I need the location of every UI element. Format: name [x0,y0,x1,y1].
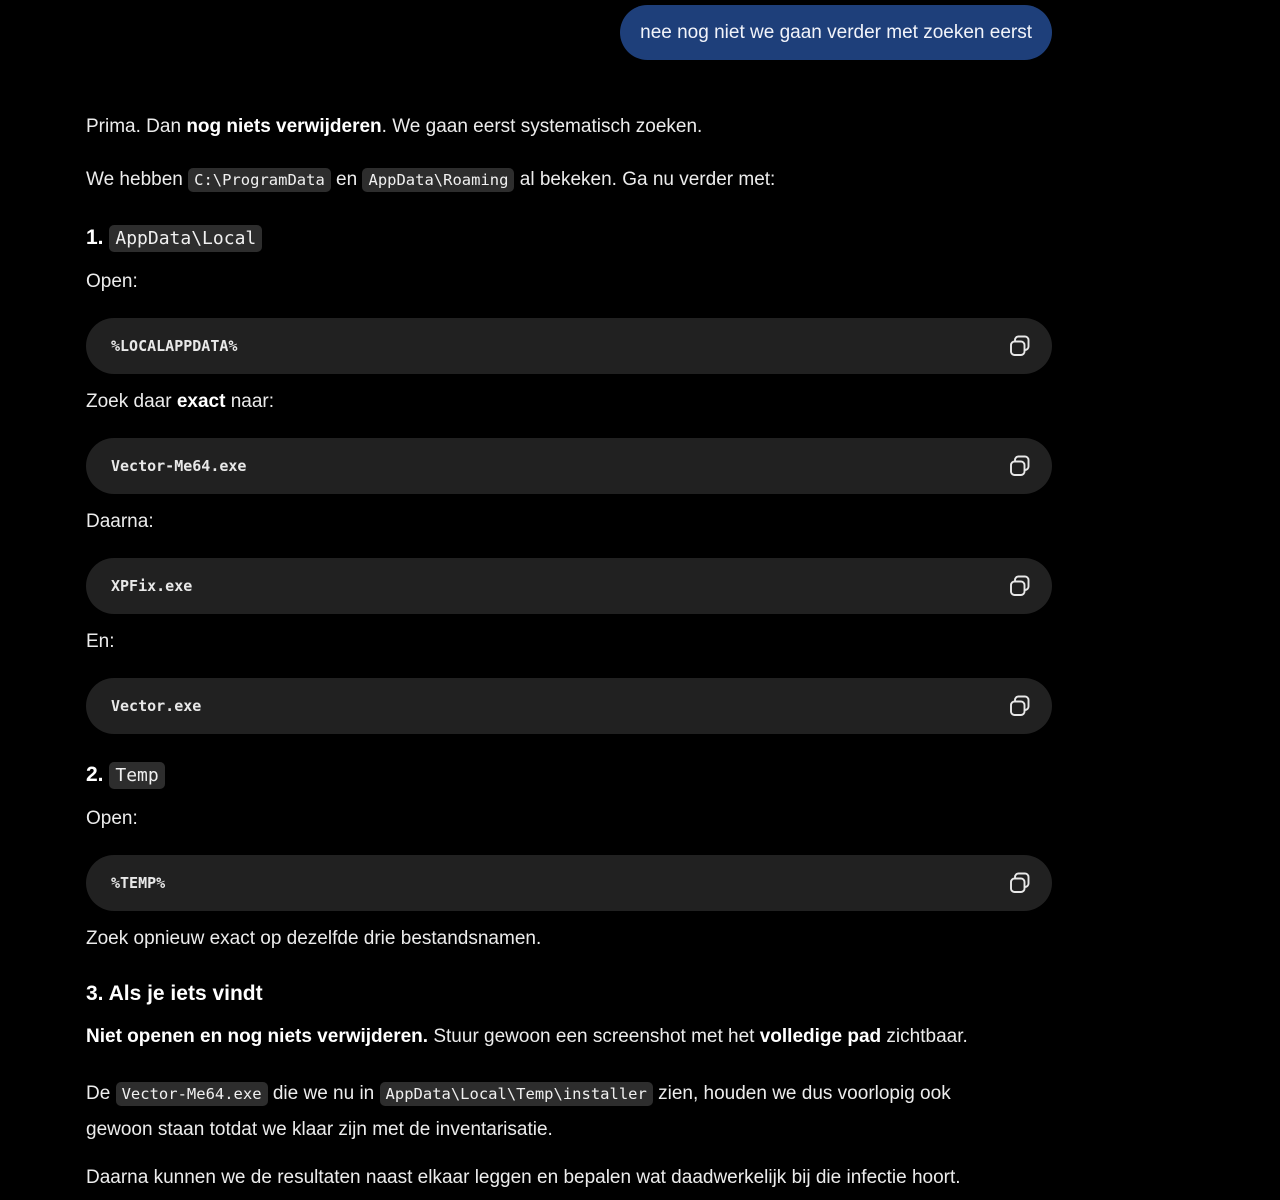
user-message-row [620,5,1052,60]
after-label: Daarna: [86,511,154,532]
p1-text-b: Stuur gewoon een screenshot met het [428,1026,760,1047]
search-exact-paragraph [86,388,1096,416]
section-1-code: AppData\Local [109,225,262,252]
search-text-c: naar: [225,391,275,412]
p2-text-b: die we nu in [267,1083,380,1104]
section-2-number: 2. [86,763,104,786]
section-2-note: Zoek opnieuw exact op dezelfde drie bestandsnamen. [86,928,542,949]
code-text: Vector-Me64.exe [111,457,247,475]
code-block-vector-me64 [86,438,1052,494]
code-text: XPFix.exe [111,577,193,595]
section-3-paragraph-1 [86,1023,1096,1051]
section-2-heading [86,760,165,791]
p1-bold-c: volledige pad [759,1026,882,1047]
copy-icon[interactable] [1006,332,1034,360]
p2-text-a: De [86,1083,116,1104]
and-label: En: [86,631,115,652]
inline-code-roaming: AppData\Roaming [362,168,514,192]
checked-text-a: We hebben [86,169,189,190]
code-block-xpfix [86,558,1052,614]
inline-code-programdata: C:\ProgramData [188,168,331,192]
copy-icon[interactable] [1006,692,1034,720]
p2-text-c: zien, houden we dus voorlopig ook [652,1083,951,1104]
section-3-paragraph-3: Daarna kunnen we de resultaten naast elkaar leggen en bepalen wat daadwerkelijk bij die infectie hoort. [86,1167,961,1188]
code-text: Vector.exe [111,697,202,715]
section-2-code: Temp [109,762,164,789]
code-block-temp [86,855,1052,911]
checked-paragraph [86,166,1096,194]
code-block-localappdata [86,318,1052,374]
intro-text-a: Prima. Dan [86,116,187,137]
copy-icon[interactable] [1006,869,1034,897]
p1-text-d: zichtbaar. [881,1026,968,1047]
checked-text-b: en [330,169,363,190]
p1-bold-a: Niet openen en nog niets verwijderen. [86,1026,429,1047]
inline-code-installer-path: AppData\Local\Temp\installer [380,1082,653,1106]
search-text-a: Zoek daar [86,391,177,412]
code-text: %LOCALAPPDATA% [111,337,238,355]
p2-text-d: gewoon staan totdat we klaar zijn met de inventarisatie. [86,1119,553,1140]
intro-bold: nog niets verwijderen [186,116,382,137]
intro-paragraph [86,113,1096,141]
inline-code-vector-me64: Vector-Me64.exe [116,1082,268,1106]
copy-icon[interactable] [1006,452,1034,480]
code-block-vector [86,678,1052,734]
user-message-bubble: nee nog niet we gaan verder met zoeken eerst [620,5,1052,60]
section-2-open-label: Open: [86,808,138,829]
section-3-paragraph-2 [86,1076,1096,1148]
section-1-heading [86,223,262,254]
checked-text-c: al bekeken. Ga nu verder met: [514,169,776,190]
section-3-heading: 3. Als je iets vindt [86,982,263,1005]
section-1-number: 1. [86,226,104,249]
intro-text-c: . We gaan eerst systematisch zoeken. [381,116,703,137]
copy-icon[interactable] [1006,572,1034,600]
code-text: %TEMP% [111,874,166,892]
search-bold: exact [176,391,226,412]
section-1-open-label: Open: [86,271,138,292]
